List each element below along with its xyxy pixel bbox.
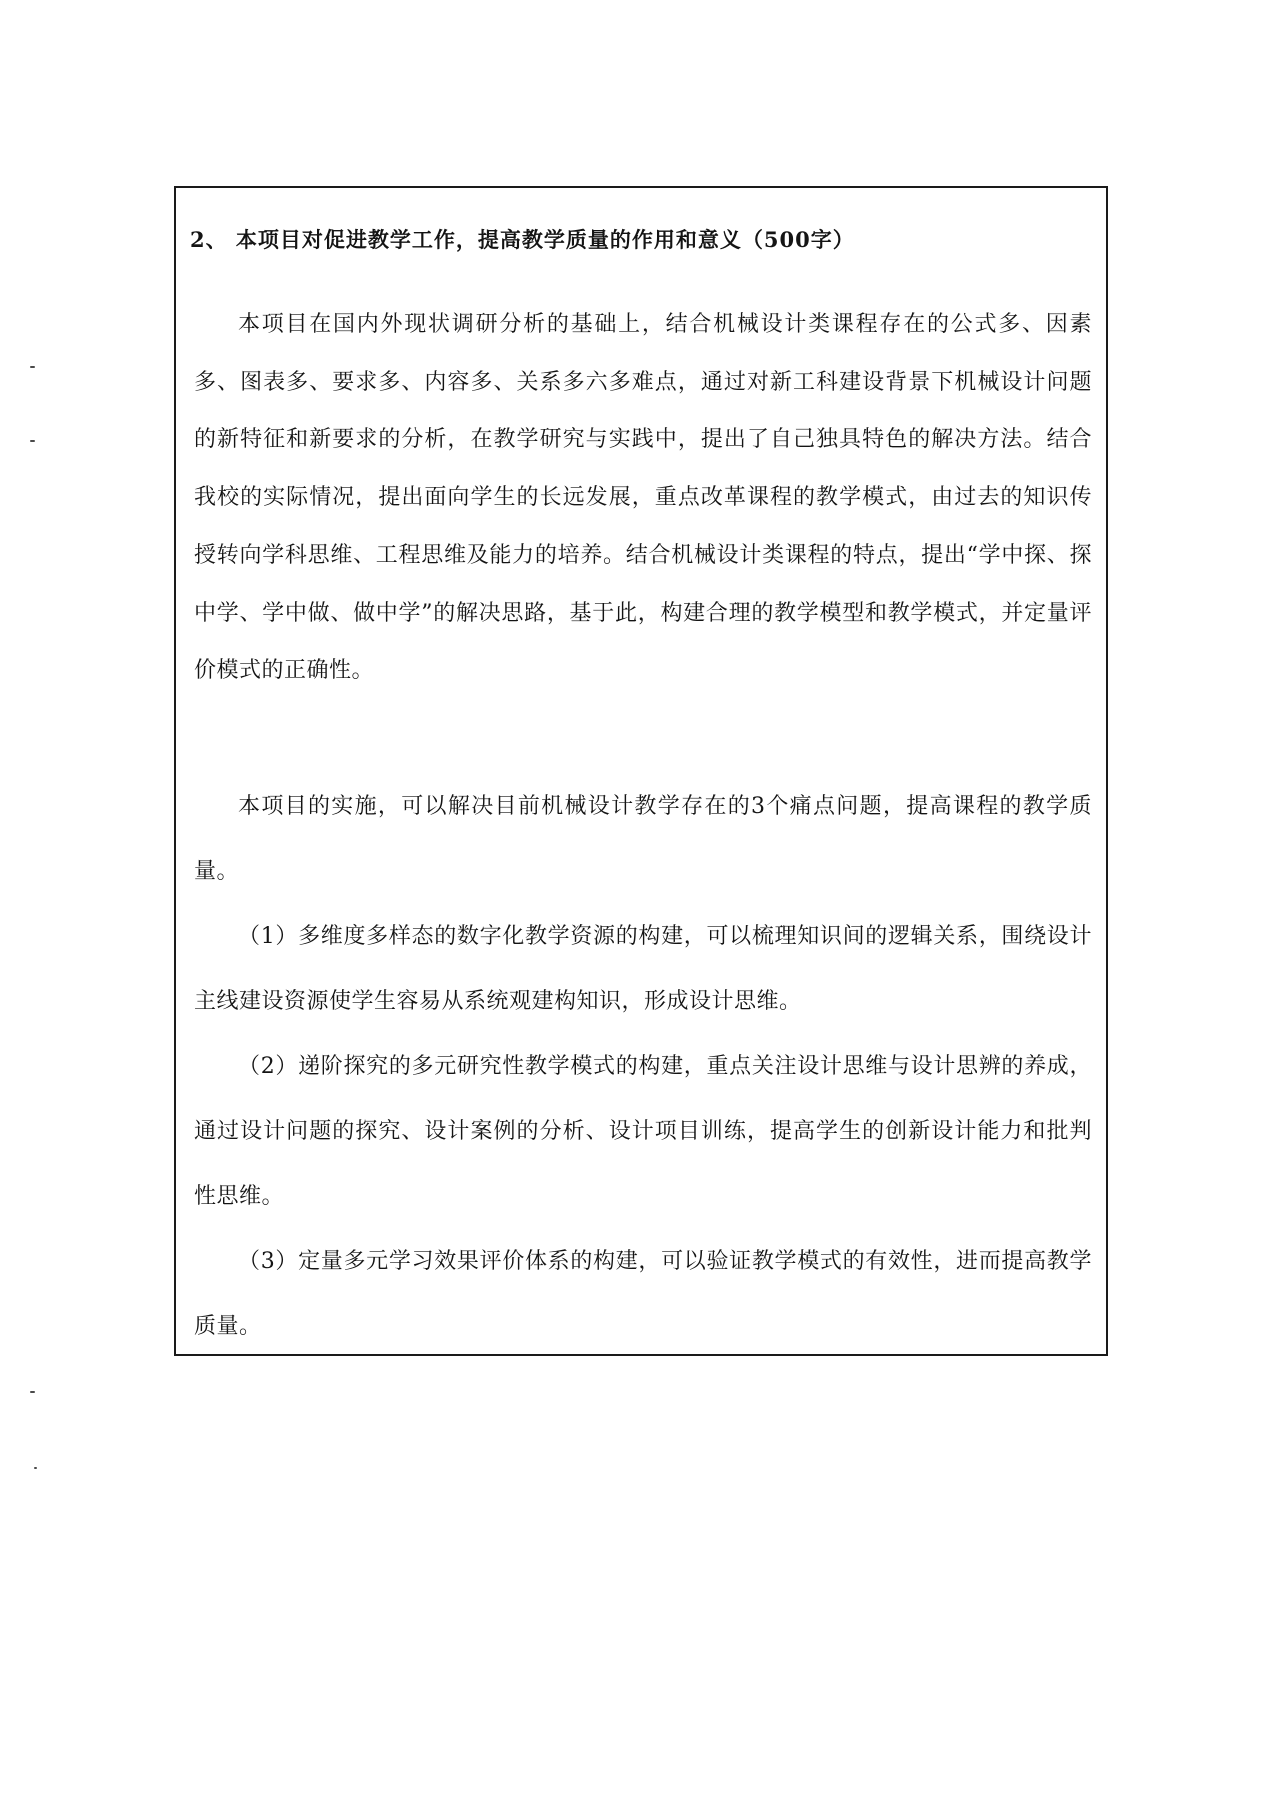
scan-speck [30, 1391, 35, 1393]
scan-speck [30, 366, 35, 368]
section-heading: 2、 本项目对促进教学工作，提高教学质量的作用和意义（500字） [190, 227, 855, 252]
form-section-box [174, 186, 1108, 1356]
paragraph-point-1: （1）多维度多样态的数字化教学资源的构建，可以梳理知识间的逻辑关系，围绕设计主线建设资源使学生容易从系统观建构知识，形成设计思维。 [194, 924, 1092, 1014]
paragraph-background: 本项目在国内外现状调研分析的基础上，结合机械设计类课程存在的公式多、因素多、图表多、要求多、内容多、关系多六多难点，通过对新工科建设背景下机械设计问题的新特征和新要求的分析，在教学研究与实践中，提出了自己独具特色的解决方法。结合我校的实际情况，提出面向学生的长远发展，重点改革课程的教学模式，由过去的知识传授转向学科思维、工程思维及能力的培养。结合机械设计类课程的特点，提出“学中探、探中学、学中做、做中学”的解决思路，基于此，构建合理的教学模型和教学模式，并定量评价模式的正确性。 [194, 312, 1093, 684]
scan-speck [34, 1467, 37, 1469]
scan-speck [30, 440, 35, 442]
paragraph-point-2: （2）递阶探究的多元研究性教学模式的构建，重点关注设计思维与设计思辨的养成，通过设计问题的探究、设计案例的分析、设计项目训练，提高学生的创新设计能力和批判性思维。 [194, 1054, 1092, 1209]
paragraph-point-3: （3）定量多元学习效果评价体系的构建，可以验证教学模式的有效性，进而提高教学质量。 [194, 1249, 1092, 1339]
paragraph-implementation: 本项目的实施，可以解决目前机械设计教学存在的3个痛点问题，提高课程的教学质量。 [194, 794, 1092, 884]
